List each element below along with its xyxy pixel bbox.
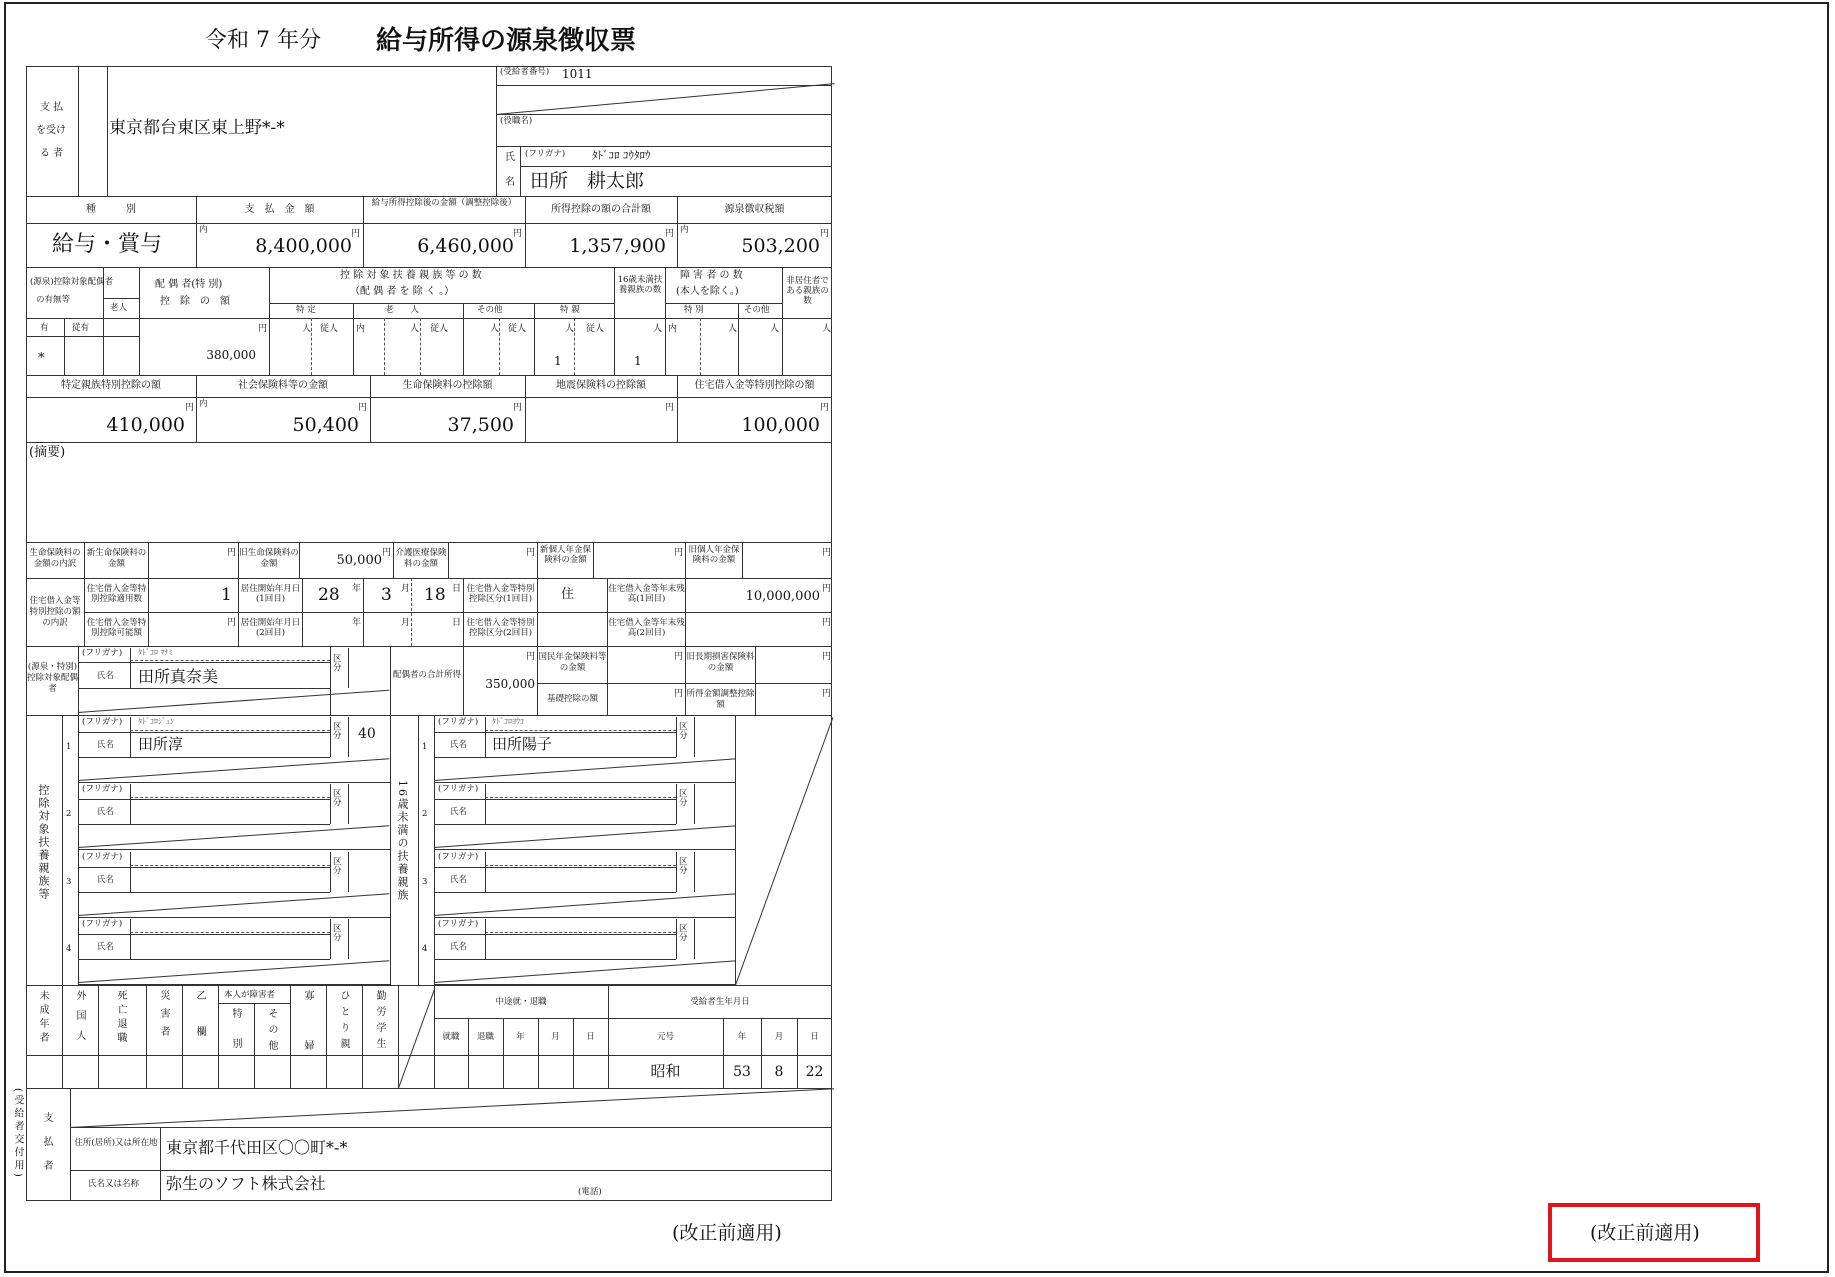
birth-d-label: 日 bbox=[810, 1032, 819, 1042]
dep-right-name-label: 氏名 bbox=[450, 942, 468, 952]
yen-mark: 円 bbox=[820, 403, 830, 413]
uchi-mark: 内 bbox=[199, 399, 208, 409]
h-life: 生命保険料の控除額 bbox=[402, 380, 493, 391]
recipient-id-label: (受給者番号) bbox=[500, 67, 550, 77]
payment-uchi: 内 bbox=[199, 225, 208, 235]
header-deduction-total: 所得控除の額の合計額 bbox=[551, 204, 651, 215]
care-label: 介護医療保険料の金額 bbox=[395, 548, 447, 570]
recipient-kana: ﾀﾄﾞｺﾛ ｺｳﾀﾛｳ bbox=[592, 149, 651, 162]
dep-left-rule bbox=[130, 784, 131, 824]
after-deduction-amount: 6,460,000 bbox=[417, 235, 514, 257]
dep-left-rule bbox=[348, 784, 349, 824]
dep-right-rule bbox=[434, 799, 676, 800]
pension-label: 国民年金保険料等の金額 bbox=[538, 652, 607, 674]
dep-left-name-label: 氏名 bbox=[97, 807, 115, 817]
h-spouse-b: の有無等 bbox=[36, 295, 71, 305]
dep-right-kubun-label: 区分 bbox=[679, 789, 688, 808]
dep-left-rule bbox=[330, 919, 331, 959]
hi-mark: 日 bbox=[452, 618, 462, 628]
nin-mark: 人 bbox=[565, 324, 575, 334]
dep-left-kana-label: (フリガナ) bbox=[82, 852, 123, 862]
revision-note-left: (改正前適用) bbox=[672, 1222, 782, 1244]
dep-right-rule bbox=[485, 919, 486, 959]
yen-mark: 円 bbox=[227, 618, 237, 628]
flag-otsu: 乙欄 bbox=[194, 990, 205, 1062]
dep-right-kana-label: (フリガナ) bbox=[438, 784, 479, 794]
payer-tel-label: (電話) bbox=[578, 1187, 602, 1197]
u16-count: 1 bbox=[634, 354, 642, 368]
dep-right-name-label: 氏名 bbox=[450, 807, 468, 817]
dep-left-kana-label: (フリガナ) bbox=[82, 784, 123, 794]
dep-left-rule bbox=[78, 824, 330, 825]
birth-month: 8 bbox=[774, 1064, 784, 1080]
h-dep-b: （配 偶 者 を 除 く 。） bbox=[350, 286, 455, 297]
dep-right-num: 1 bbox=[422, 742, 428, 752]
start1-day: 18 bbox=[424, 585, 446, 605]
old-life-amount: 50,000 bbox=[336, 553, 382, 568]
dep-right-kana: ﾀﾄﾞｺﾛﾖｳｺ bbox=[492, 717, 524, 726]
spouse-label: (源泉・特別)控除対象配偶者 bbox=[27, 662, 79, 695]
h-social: 社会保険料等の金額 bbox=[238, 380, 328, 391]
h-rojin2: 老 人 bbox=[385, 305, 420, 315]
dep-left-rule bbox=[330, 717, 331, 757]
recipient-label-2: を受け bbox=[36, 125, 66, 136]
start1-label: 居住開始年月日(1回目) bbox=[240, 584, 301, 605]
midyear-y-label: 年 bbox=[516, 1032, 525, 1042]
dep-right-name-label: 氏名 bbox=[450, 740, 468, 750]
yen-mark: 円 bbox=[674, 548, 684, 558]
kubun1-value: 住 bbox=[561, 587, 575, 602]
dep-left-kana-line bbox=[130, 865, 330, 866]
dep-right-kana-line bbox=[485, 797, 676, 798]
yen-mark: 円 bbox=[820, 229, 830, 239]
possible-label: 住宅借入金等特別控除可能額 bbox=[86, 618, 147, 639]
dep-right-num: 2 bbox=[422, 809, 428, 819]
dep-left-rule bbox=[348, 717, 349, 757]
dep-left-kubun-label: 区分 bbox=[333, 789, 342, 808]
payment-amount: 8,400,000 bbox=[255, 235, 352, 257]
dep-left-kana-line bbox=[130, 730, 330, 731]
dep-right-kana-label: (フリガナ) bbox=[438, 852, 479, 862]
h-u16: 16歳未満扶養親族の数 bbox=[617, 275, 663, 296]
dep-left-num: 1 bbox=[66, 742, 72, 752]
spouse-income-label: 配偶者の合計所得 bbox=[392, 670, 461, 680]
nin-mark: 人 bbox=[770, 324, 780, 334]
midyear-m-label: 月 bbox=[551, 1032, 560, 1042]
dep-right-rule bbox=[434, 824, 676, 825]
era-label: 元号 bbox=[656, 1032, 674, 1042]
nin-mark: 人 bbox=[822, 324, 832, 334]
u16-label: 16歳未満の扶養親族 bbox=[396, 780, 409, 902]
dep-right-rule bbox=[676, 717, 677, 757]
bal1-label: 住宅借入金等年末残高(1回目) bbox=[608, 584, 685, 605]
yen-mark: 円 bbox=[674, 689, 684, 699]
housing-count: 1 bbox=[221, 585, 232, 605]
yen-mark: 円 bbox=[822, 548, 832, 558]
nin-mark: 人 bbox=[490, 324, 500, 334]
nin-mark: 人 bbox=[653, 324, 663, 334]
kana-label: (フリガナ) bbox=[525, 149, 566, 159]
midyear-d-label: 日 bbox=[586, 1032, 595, 1042]
handi-label: 本人が障害者 bbox=[224, 990, 276, 1000]
start1-month: 3 bbox=[381, 585, 392, 605]
dep-left-kana-label: (フリガナ) bbox=[82, 919, 123, 929]
tsuki-mark: 月 bbox=[401, 584, 411, 594]
dep-right-rule bbox=[434, 934, 676, 935]
tsuki-mark: 月 bbox=[401, 618, 411, 628]
hi-mark: 日 bbox=[452, 584, 462, 594]
midyear-label: 中途就・退職 bbox=[495, 997, 547, 1007]
dep-left-rule bbox=[78, 757, 330, 758]
dep-right-kana-line bbox=[485, 865, 676, 866]
h-quake: 地震保険料の控除額 bbox=[556, 380, 646, 391]
yen-mark: 円 bbox=[513, 403, 523, 413]
dep-right-rule bbox=[434, 732, 676, 733]
h-tokutei-ded: 特定親族特別控除の額 bbox=[61, 380, 161, 391]
yen-mark: 円 bbox=[665, 229, 675, 239]
payer-address: 東京都千代田区〇〇町*-* bbox=[166, 1138, 348, 1157]
dep-right-rule bbox=[485, 852, 486, 892]
dep-right-kana-label: (フリガナ) bbox=[438, 919, 479, 929]
birth-m-label: 月 bbox=[774, 1032, 784, 1042]
birth-y-label: 年 bbox=[737, 1032, 747, 1042]
payer-name: 弥生のソフト株式会社 bbox=[166, 1174, 326, 1193]
yen-mark: 円 bbox=[674, 652, 684, 662]
dep-right-kubun-label: 区分 bbox=[679, 722, 688, 741]
form-title: 給与所得の源泉徴収票 bbox=[376, 26, 637, 56]
h-spouse-a: (源泉)控除対象配偶者 bbox=[30, 277, 114, 287]
flag-handi-special: 特別 bbox=[230, 1008, 241, 1068]
dep-left-rule bbox=[78, 892, 330, 893]
spouse-yes-label: 有 bbox=[40, 323, 49, 333]
header-after-deduction: 給与所得控除後の金額（調整控除後） bbox=[371, 198, 517, 208]
dep-right-rule bbox=[676, 784, 677, 824]
juunin-mark: 従人 bbox=[508, 324, 527, 334]
juunin-mark: 従人 bbox=[320, 324, 339, 334]
yen-mark: 円 bbox=[665, 403, 675, 413]
old-life-label: 旧生命保険料の金額 bbox=[239, 548, 299, 570]
recipient-label-1: 支 払 bbox=[40, 102, 64, 113]
dep-left-kana-label: (フリガナ) bbox=[82, 717, 123, 727]
dep-right-rule bbox=[676, 852, 677, 892]
yen-mark: 円 bbox=[822, 689, 832, 699]
flag-student: 勤労学生 bbox=[374, 990, 385, 1054]
h-rojin: 老人 bbox=[110, 303, 128, 313]
start2-label: 居住開始年月日(2回目) bbox=[240, 618, 301, 639]
retire-label: 退職 bbox=[476, 1032, 494, 1042]
recipient-copy-label: (受給者交付用) bbox=[12, 1088, 23, 1180]
h-dep-a: 控 除 対 象 扶 養 親 族 等 の 数 bbox=[340, 270, 482, 281]
housing-count-label: 住宅借入金等特別控除適用数 bbox=[86, 584, 147, 605]
flag-disaster: 災害者 bbox=[158, 990, 169, 1044]
bal1-amount: 10,000,000 bbox=[745, 589, 820, 604]
start1-year: 28 bbox=[318, 585, 340, 605]
life-amount: 37,500 bbox=[447, 414, 514, 436]
flag-single-parent: ひとり親 bbox=[338, 990, 349, 1054]
dep-left-name-label: 氏名 bbox=[97, 942, 115, 952]
dep-left-kana-line bbox=[130, 797, 330, 798]
social-amount: 50,400 bbox=[292, 414, 359, 436]
recipient-name: 田所 耕太郎 bbox=[530, 170, 645, 192]
dep-left-rule bbox=[130, 852, 131, 892]
dep-left-rule bbox=[330, 852, 331, 892]
yen-mark: 円 bbox=[513, 229, 523, 239]
yen-mark: 円 bbox=[526, 548, 536, 558]
dep-right-rule bbox=[485, 717, 486, 757]
uchi-mark: 内 bbox=[668, 324, 678, 334]
dep-left-rule bbox=[78, 782, 390, 783]
dep-right-rule bbox=[694, 852, 695, 892]
nin-mark: 人 bbox=[302, 324, 312, 334]
yen-mark: 円 bbox=[185, 403, 195, 413]
payer-label: 支払者 bbox=[41, 1112, 52, 1184]
header-type: 種 別 bbox=[86, 204, 136, 215]
birth-era: 昭和 bbox=[650, 1062, 681, 1080]
dep-right-rule bbox=[434, 757, 676, 758]
dep-right-num: 3 bbox=[422, 877, 428, 887]
dep-left-rule bbox=[78, 917, 390, 918]
life-detail-label: 生命保険料の金額の内訳 bbox=[29, 548, 81, 570]
h-other: その他 bbox=[477, 305, 503, 315]
flag-death-retire: 死亡退職 bbox=[115, 990, 126, 1046]
spouse-deduction: 380,000 bbox=[206, 348, 256, 362]
dep-right-rule bbox=[434, 892, 676, 893]
recipient-id: 1011 bbox=[562, 67, 593, 81]
yen-mark: 円 bbox=[351, 229, 361, 239]
withholding-uchi: 内 bbox=[680, 225, 689, 235]
spouse-income: 350,000 bbox=[485, 677, 535, 691]
dep-right-num: 4 bbox=[422, 944, 428, 954]
dependents-label: 控除対象扶養親族等 bbox=[37, 784, 50, 901]
spouse-name: 田所真奈美 bbox=[138, 667, 219, 686]
adjust-label: 所得金額調整控除額 bbox=[686, 689, 755, 711]
h-spouse-ded-a: 配 偶 者(特 別) bbox=[155, 279, 223, 290]
dep-left-rule bbox=[330, 784, 331, 824]
uchi-mark: 内 bbox=[356, 324, 366, 334]
dep-left-rule bbox=[78, 959, 330, 960]
tokushin-count: 1 bbox=[554, 354, 562, 368]
dep-left-rule bbox=[78, 849, 390, 850]
header-withholding: 源泉徴収税額 bbox=[724, 204, 785, 215]
yen-mark: 円 bbox=[822, 652, 832, 662]
nin-mark: 人 bbox=[410, 324, 420, 334]
juunin-mark: 従人 bbox=[586, 324, 605, 334]
remarks-label: (摘要) bbox=[29, 445, 66, 460]
h-housing: 住宅借入金等特別控除の額 bbox=[694, 380, 815, 391]
dep-right-kana-line bbox=[485, 932, 676, 933]
tokutei-ded-amount: 410,000 bbox=[106, 414, 185, 436]
dep-left-rule bbox=[78, 732, 330, 733]
bal2-label: 住宅借入金等年末残高(2回目) bbox=[608, 618, 685, 639]
h-tokutei: 特 定 bbox=[296, 305, 316, 315]
position-label: (役職名) bbox=[500, 116, 533, 126]
yen-mark: 円 bbox=[227, 548, 237, 558]
h-other2: その他 bbox=[744, 305, 770, 315]
dep-left-kubun-label: 区分 bbox=[333, 857, 342, 876]
yen-mark: 円 bbox=[358, 403, 368, 413]
dep-left-kubun-label: 区分 bbox=[333, 924, 342, 943]
dep-right-rule bbox=[434, 782, 735, 783]
dep-right-rule bbox=[434, 917, 735, 918]
dep-right-rule bbox=[676, 919, 677, 959]
dep-right-kubun-label: 区分 bbox=[679, 857, 688, 876]
job-label: 就職 bbox=[442, 1032, 460, 1042]
h-nonres: 非居住者である親族の数 bbox=[786, 276, 829, 307]
spouse-kubun: 区分 bbox=[333, 654, 342, 673]
dep-left-rule bbox=[78, 984, 390, 985]
dep-right-kana-line bbox=[485, 730, 676, 731]
dep-left-kana: ﾀﾄﾞｺﾛｼﾞｭﾝ bbox=[138, 717, 174, 726]
name-label-a: 氏 bbox=[505, 152, 515, 163]
spouse-mark: * bbox=[38, 351, 45, 366]
nen-mark: 年 bbox=[352, 618, 362, 628]
revision-note-right[interactable]: (改正前適用) bbox=[1590, 1222, 1700, 1244]
header-payment: 支 払 金 額 bbox=[244, 204, 315, 215]
recipient-address: 東京都台東区東上野*-* bbox=[109, 118, 285, 138]
h-spouse-ded-b: 控 除 の 額 bbox=[160, 296, 230, 307]
flag-widow: 寡婦 bbox=[302, 990, 313, 1090]
dep-right-rule bbox=[434, 849, 735, 850]
dep-left-name-label: 氏名 bbox=[97, 875, 115, 885]
payer-name-label: 氏名又は名称 bbox=[88, 1179, 140, 1189]
birth-label: 受給者生年月日 bbox=[690, 997, 750, 1007]
recipient-label-3: る 者 bbox=[40, 148, 64, 159]
dep-left-kana-line bbox=[130, 932, 330, 933]
deduction-total-amount: 1,357,900 bbox=[569, 235, 666, 257]
dep-right-rule bbox=[434, 959, 676, 960]
yen-mark: 円 bbox=[258, 324, 268, 334]
payer-addr-label: 住所(居所)又は所在地 bbox=[74, 1138, 158, 1148]
yen-mark: 円 bbox=[822, 618, 832, 628]
dep-left-num: 4 bbox=[66, 944, 72, 954]
dep-right-kubun-label: 区分 bbox=[679, 924, 688, 943]
kubun2-label: 住宅借入金等特別控除区分(2回目) bbox=[466, 618, 535, 639]
spouse-kana-label: (フリガナ) bbox=[82, 648, 123, 658]
juunin-mark: 従人 bbox=[430, 324, 449, 334]
withholding-amount: 503,200 bbox=[741, 235, 820, 257]
new-life-label: 新生命保険料の金額 bbox=[86, 548, 147, 570]
old-long-label: 旧長期損害保険料の金額 bbox=[686, 652, 755, 674]
yen-mark: 円 bbox=[382, 548, 392, 558]
dep-right-rule bbox=[694, 919, 695, 959]
dep-left-num: 3 bbox=[66, 877, 72, 887]
new-pension-label: 新個人年金保険料の金額 bbox=[539, 545, 591, 566]
yen-mark: 円 bbox=[822, 584, 832, 594]
dep-left-rule bbox=[348, 852, 349, 892]
dep-right-rule bbox=[485, 784, 486, 824]
nen-mark: 年 bbox=[352, 584, 362, 594]
dep-right-rule bbox=[434, 867, 676, 868]
kubun1-label: 住宅借入金等特別控除区分(1回目) bbox=[466, 584, 535, 605]
birth-year: 53 bbox=[733, 1064, 751, 1080]
name-label-b: 名 bbox=[505, 177, 515, 188]
dep-right-kana-label: (フリガナ) bbox=[438, 717, 479, 727]
h-tokubetsu: 特 別 bbox=[684, 305, 704, 315]
dep-left-rule bbox=[78, 934, 330, 935]
dep-left-name-label: 氏名 bbox=[97, 740, 115, 750]
spouse-juu-label: 従有 bbox=[72, 323, 90, 333]
h-handi-a: 障 害 者 の 数 bbox=[680, 270, 743, 281]
flag-foreign: 外国人 bbox=[74, 990, 85, 1050]
dep-right-name-label: 氏名 bbox=[450, 875, 468, 885]
spouse-kana: ﾀﾄﾞｺﾛ ﾏﾅﾐ bbox=[138, 648, 173, 657]
dep-right-name: 田所陽子 bbox=[492, 735, 553, 753]
dep-left-rule bbox=[78, 867, 330, 868]
dep-left-rule bbox=[348, 919, 349, 959]
flag-handi-other: その他 bbox=[266, 1008, 277, 1056]
dep-left-rule bbox=[78, 799, 330, 800]
h-handi-b: (本人を除く。) bbox=[676, 286, 739, 297]
dep-left-num: 2 bbox=[66, 809, 72, 819]
dep-left-kubun-label: 区分 bbox=[333, 722, 342, 741]
dep-left-kubun: 40 bbox=[358, 726, 376, 742]
nin-mark: 人 bbox=[728, 324, 738, 334]
birth-day: 22 bbox=[805, 1064, 824, 1080]
housing-amount: 100,000 bbox=[741, 414, 820, 436]
dep-right-rule bbox=[694, 717, 695, 757]
kiso-label: 基礎控除の額 bbox=[546, 694, 598, 704]
h-tokushin: 特 親 bbox=[560, 305, 580, 315]
dep-right-rule bbox=[694, 784, 695, 824]
dep-left-rule bbox=[130, 717, 131, 757]
housing-detail-label: 住宅借入金等特別控除の額の内訳 bbox=[29, 596, 81, 629]
dep-left-rule bbox=[130, 919, 131, 959]
dep-right-rule bbox=[434, 984, 735, 985]
year-label: 令和 7 年分 bbox=[205, 28, 321, 53]
old-pension-label: 旧個人年金保険料の金額 bbox=[688, 545, 740, 566]
dep-left-name: 田所淳 bbox=[138, 735, 184, 753]
spouse-name-label: 氏名 bbox=[97, 671, 115, 681]
income-type: 給与・賞与 bbox=[52, 232, 163, 257]
flag-minor: 未成年者 bbox=[37, 990, 48, 1046]
yen-mark: 円 bbox=[526, 652, 536, 662]
